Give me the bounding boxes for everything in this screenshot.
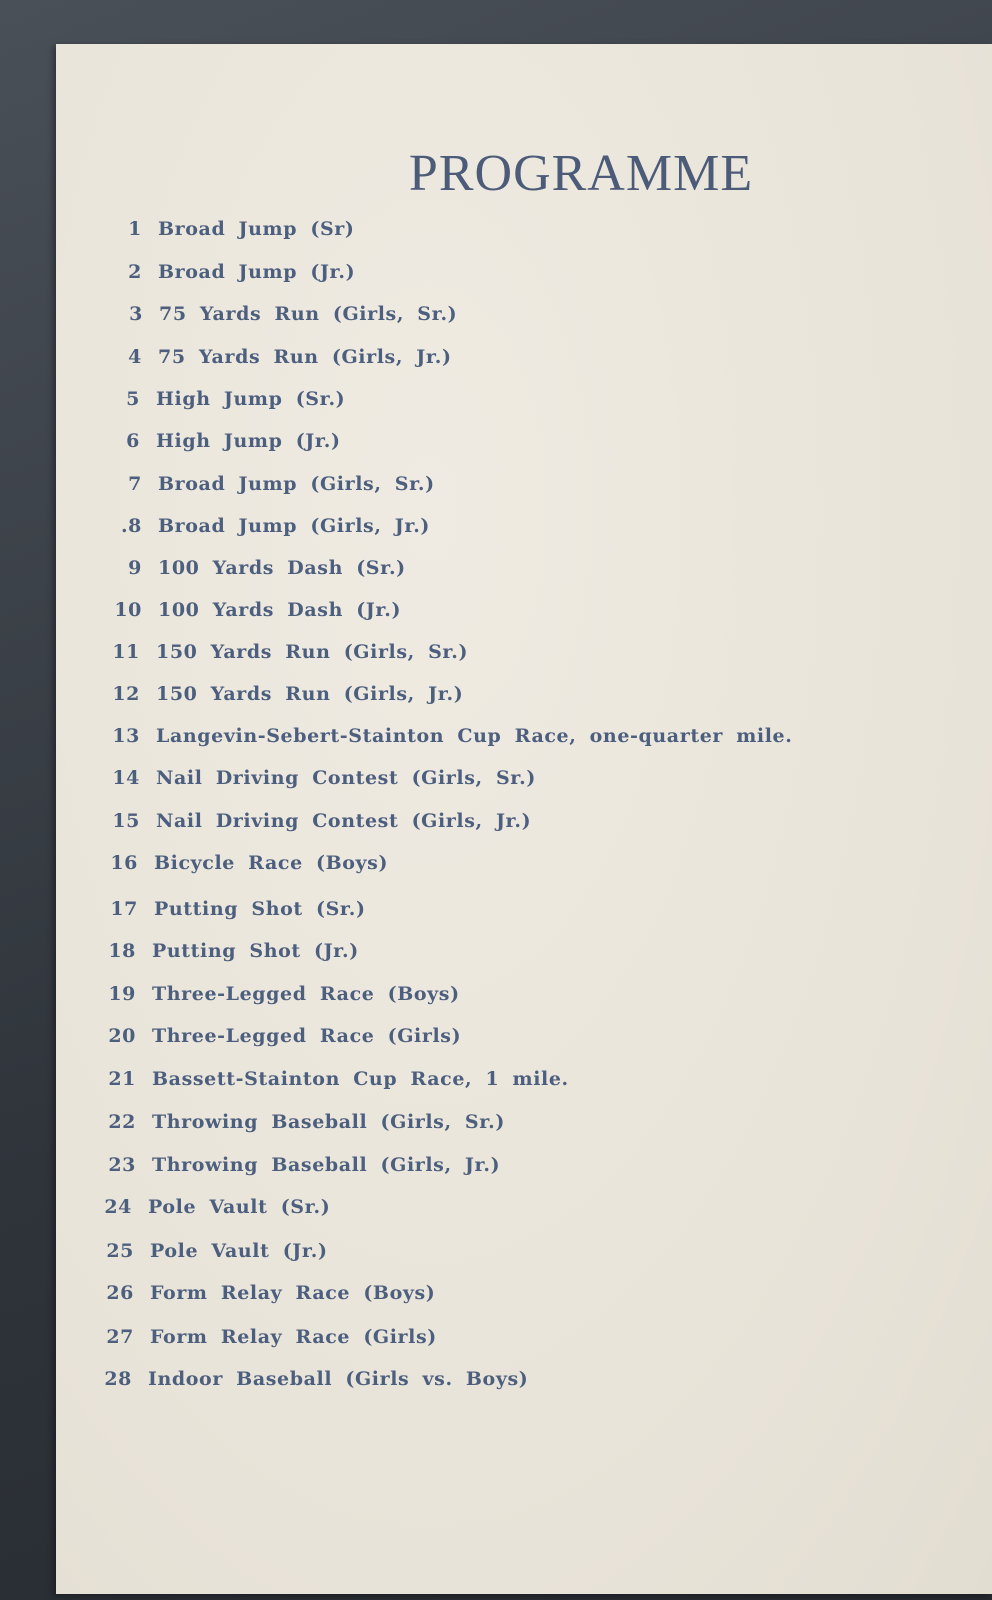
item-name: 100 Yards Dash (Jr.) xyxy=(158,599,402,621)
item-name: Three-Legged Race (Boys) xyxy=(152,983,460,1005)
program-item xyxy=(98,852,388,882)
item-name: 75 Yards Run (Girls, Sr.) xyxy=(159,303,458,325)
item-name: 100 Yards Dash (Sr.) xyxy=(158,557,406,579)
item-name: Broad Jump (Jr.) xyxy=(158,261,356,283)
item-number: 5 xyxy=(126,388,140,410)
program-item xyxy=(102,261,355,291)
program-item xyxy=(100,683,463,713)
item-number: 13 xyxy=(112,725,140,747)
item-number: 7 xyxy=(128,473,142,495)
programme-title: PROGRAMME xyxy=(408,145,754,202)
item-number: 24 xyxy=(104,1196,132,1218)
program-item xyxy=(102,599,401,629)
program-item xyxy=(100,810,531,840)
item-name: 150 Yards Run (Girls, Jr.) xyxy=(156,683,464,705)
program-item xyxy=(96,983,460,1013)
program-item xyxy=(102,346,452,376)
item-number: 18 xyxy=(108,940,136,962)
item-number: 10 xyxy=(114,599,142,621)
item-number: 9 xyxy=(128,557,142,579)
program-item xyxy=(102,557,406,587)
item-number: 2 xyxy=(128,261,142,283)
item-name: Pole Vault (Sr.) xyxy=(148,1196,331,1218)
program-item xyxy=(92,1368,528,1398)
item-number: 26 xyxy=(106,1282,134,1304)
program-item xyxy=(102,515,430,545)
program-item xyxy=(96,1025,461,1055)
item-name: Throwing Baseball (Girls, Sr.) xyxy=(152,1111,505,1133)
item-number: 11 xyxy=(112,641,140,663)
program-item xyxy=(102,218,354,248)
program-item xyxy=(96,1111,505,1141)
item-name: Pole Vault (Jr.) xyxy=(150,1240,328,1262)
item-name: High Jump (Sr.) xyxy=(156,388,346,410)
item-number: 4 xyxy=(128,346,142,368)
program-item xyxy=(96,1154,500,1184)
program-item xyxy=(94,1282,435,1312)
item-name: Nail Driving Contest (Girls, Jr.) xyxy=(156,810,532,832)
item-number: 6 xyxy=(126,430,140,452)
item-number: 22 xyxy=(108,1111,136,1133)
item-name: Nail Driving Contest (Girls, Sr.) xyxy=(156,767,536,789)
program-item xyxy=(92,1196,330,1226)
item-number: 28 xyxy=(104,1368,132,1390)
program-item xyxy=(100,641,468,671)
item-name: Form Relay Race (Boys) xyxy=(150,1282,436,1304)
item-number: 3 xyxy=(129,303,143,325)
item-number: 25 xyxy=(106,1240,134,1262)
item-name: 150 Yards Run (Girls, Sr.) xyxy=(156,641,469,663)
item-number: 23 xyxy=(108,1154,136,1176)
item-name: Putting Shot (Sr.) xyxy=(154,898,366,920)
item-number: 16 xyxy=(110,852,138,874)
item-number: 20 xyxy=(108,1025,136,1047)
item-number: 14 xyxy=(112,767,140,789)
program-item xyxy=(98,898,366,928)
item-number: 15 xyxy=(112,810,140,832)
item-name: 75 Yards Run (Girls, Jr.) xyxy=(158,346,452,368)
item-number: .8 xyxy=(120,515,142,537)
program-item xyxy=(100,767,536,797)
item-name: Broad Jump (Girls, Jr.) xyxy=(158,515,431,537)
program-item xyxy=(100,388,345,418)
program-item xyxy=(94,1326,437,1356)
item-name: Putting Shot (Jr.) xyxy=(152,940,359,962)
program-item xyxy=(94,1240,328,1270)
item-number: 1 xyxy=(128,218,142,240)
program-item xyxy=(96,940,359,970)
item-name: Bassett-Stainton Cup Race, 1 mile. xyxy=(152,1068,569,1090)
programme-card xyxy=(56,44,992,1594)
program-item xyxy=(100,725,792,755)
programme-list xyxy=(56,44,992,1594)
item-name: Broad Jump (Sr) xyxy=(158,218,355,240)
item-number: 12 xyxy=(112,683,140,705)
item-name: Form Relay Race (Girls) xyxy=(150,1326,437,1348)
item-number: 19 xyxy=(108,983,136,1005)
program-item xyxy=(96,1068,569,1098)
item-name: Three-Legged Race (Girls) xyxy=(152,1025,462,1047)
item-number: 17 xyxy=(110,898,138,920)
item-name: High Jump (Jr.) xyxy=(156,430,341,452)
program-item xyxy=(103,303,457,333)
item-number: 27 xyxy=(106,1326,134,1348)
program-item xyxy=(102,473,435,503)
item-name: Indoor Baseball (Girls vs. Boys) xyxy=(148,1368,529,1390)
item-number: 21 xyxy=(108,1068,136,1090)
item-name: Broad Jump (Girls, Sr.) xyxy=(158,473,435,495)
item-name: Bicycle Race (Boys) xyxy=(154,852,389,874)
program-item xyxy=(100,430,341,460)
item-name: Throwing Baseball (Girls, Jr.) xyxy=(152,1154,501,1176)
item-name: Langevin-Sebert-Stainton Cup Race, one-quarter mile. xyxy=(156,725,793,747)
